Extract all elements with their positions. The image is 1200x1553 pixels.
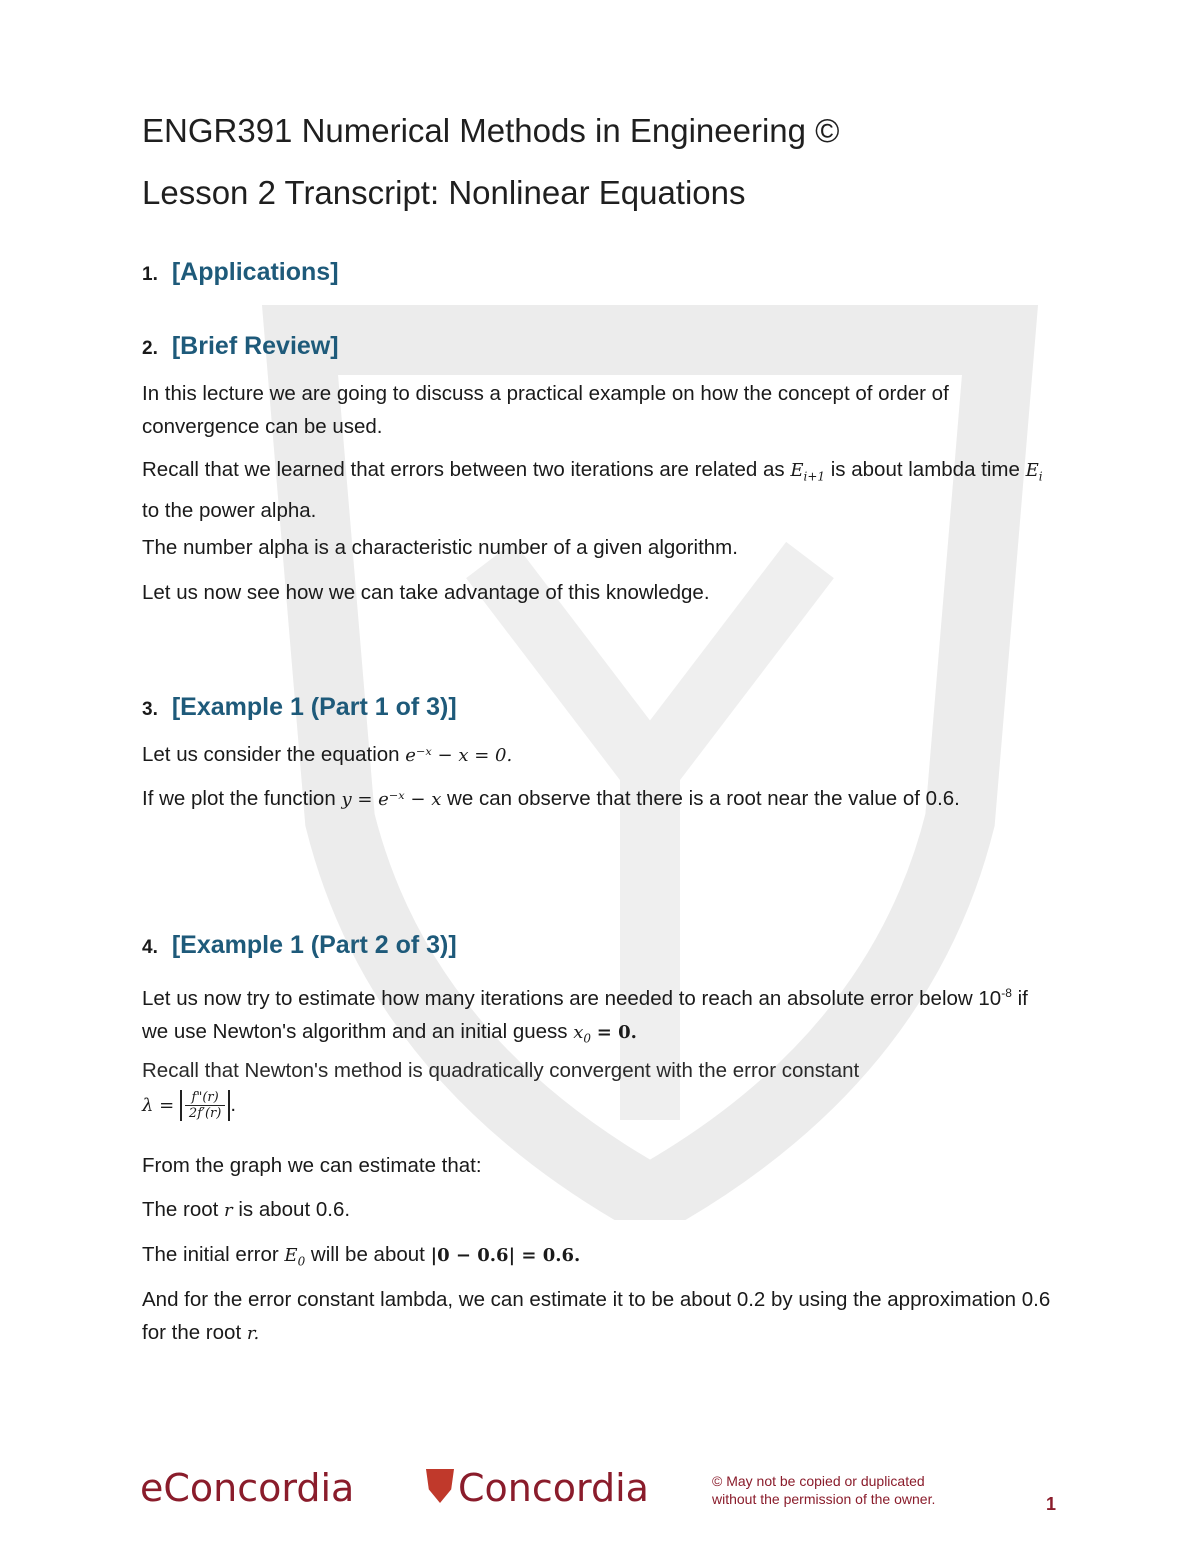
section-number: 3. bbox=[142, 699, 158, 720]
example2-paragraph-1: Let us now try to estimate how many iterations are needed to reach an absolute error below $10^{-8}$ if we use Newton's algorithm and an initial guess $x_0 = 0$. bbox=[142, 986, 1028, 1046]
example2-paragraph-4: The root r is about 0.6. bbox=[142, 1198, 351, 1221]
review-paragraph-3: The number alpha is a characteristic number of a given algorithm. bbox=[142, 536, 738, 559]
math-initial-error: |0 − 0.6| = 0.6. bbox=[430, 1245, 581, 1266]
course-title: ENGR391 Numerical Methods in Engineering © bbox=[142, 112, 840, 149]
math-equals-zero: = 0. bbox=[596, 1021, 637, 1043]
section-heading-example-1-part-2 bbox=[142, 931, 457, 960]
example2-paragraph-6: And for the error constant lambda, we can estimate it to be about 0.2 by using the approximation 0.6 for the root r. bbox=[142, 1288, 1051, 1344]
concordia-logo: Concordia bbox=[426, 1466, 649, 1510]
math-equation: e⁻ˣ − x = 0. bbox=[405, 745, 513, 766]
section-heading-applications bbox=[142, 258, 339, 287]
section-number: 2. bbox=[142, 338, 158, 359]
example2-paragraph-5: The initial error $E_0$ will be about |0 − 0.6| = 0.6. bbox=[142, 1243, 581, 1269]
section-title: [Example 1 (Part 2 of 3)] bbox=[171, 931, 457, 959]
lambda-formula: λ = $\frac{f"(r)}{2f'(r)}$ . bbox=[142, 1090, 237, 1122]
math-e-i-plus-1: $E_{i+1}$ bbox=[790, 460, 826, 484]
example2-paragraph-2: Recall that Newton's method is quadratically convergent with the error constant bbox=[142, 1059, 860, 1082]
econcordia-logo: eConcordia bbox=[140, 1466, 355, 1510]
section-title: [Applications] bbox=[171, 258, 339, 286]
example1-paragraph-2: If we plot the function y = e⁻ˣ − x we can observe that there is a root near the value of 0.6. bbox=[142, 787, 960, 810]
section-number: 4. bbox=[142, 937, 158, 958]
concordia-shield-icon bbox=[426, 1469, 454, 1503]
math-x0: $x_0$ bbox=[573, 1021, 592, 1046]
example1-paragraph-1: Let us consider the equation e⁻ˣ − x = 0. bbox=[142, 743, 513, 766]
lesson-title: Lesson 2 Transcript: Nonlinear Equations bbox=[142, 174, 746, 211]
math-function: y = e⁻ˣ − x bbox=[341, 789, 442, 810]
review-paragraph-1: In this lecture we are going to discuss a practical example on how the concept of order of convergence can be used. bbox=[142, 382, 949, 438]
copyright-notice: © May not be copied or duplicated without the permission of the owner. bbox=[712, 1473, 936, 1507]
section-heading-brief-review bbox=[142, 332, 339, 361]
math-e0: $E_0$ bbox=[284, 1245, 306, 1269]
section-title: [Brief Review] bbox=[171, 332, 339, 360]
section-heading-example-1-part-1 bbox=[142, 693, 457, 722]
math-e-i: $E_i$ bbox=[1025, 460, 1043, 484]
page-number: 1 bbox=[1046, 1494, 1057, 1514]
review-paragraph-4: Let us now see how we can take advantage of this knowledge. bbox=[142, 581, 710, 604]
section-number: 1. bbox=[142, 264, 158, 285]
section-title: [Example 1 (Part 1 of 3)] bbox=[171, 693, 457, 721]
math-r: r bbox=[224, 1200, 233, 1221]
math-r: r. bbox=[246, 1323, 260, 1344]
fraction: $\frac{f"(r)}{2f'(r)}$ bbox=[180, 1090, 230, 1121]
review-paragraph-2: Recall that we learned that errors between two iterations are related as $E_{i+1}$ is about lambda time $E_i$ to the power alpha. bbox=[142, 458, 1043, 522]
example2-paragraph-3: From the graph we can estimate that: bbox=[142, 1154, 482, 1177]
